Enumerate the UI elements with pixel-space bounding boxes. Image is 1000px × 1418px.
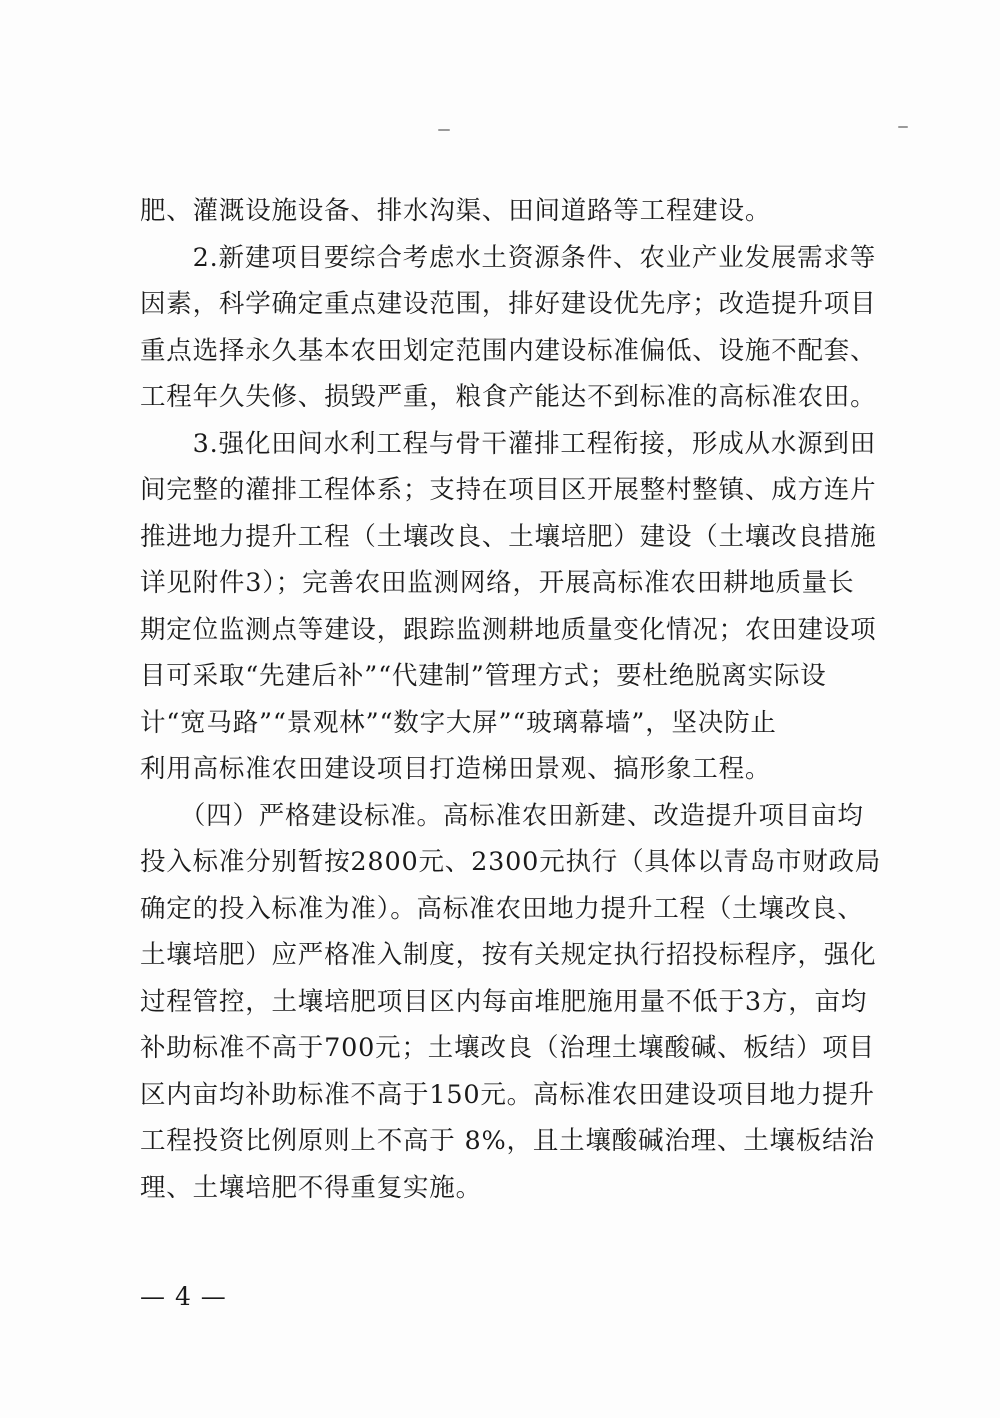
scan-speck bbox=[898, 126, 908, 128]
text-line: 3.强化田间水利工程与骨干灌排工程衔接，形成从水源到田 bbox=[140, 428, 877, 459]
text-line: 工程年久失修、损毁严重，粮食产能达不到标准的高标准农田。 bbox=[140, 382, 877, 412]
text-line: 目可采取“先建后补”“代建制”管理方式；要杜绝脱离实际设 bbox=[140, 661, 827, 691]
text-line: 区内亩均补助标准不高于150元。高标准农田建设项目地力提升 bbox=[140, 1079, 875, 1110]
text-line: 过程管控，土壤培肥项目区内每亩堆肥施用量不低于3方，亩均 bbox=[140, 986, 868, 1017]
text-line: 计“宽马路”“景观林”“数字大屏”“玻璃幕墙”，坚决防止 bbox=[140, 707, 777, 738]
text-line: 推进地力提升工程（土壤改良、土壤培肥）建设（土壤改良措施 bbox=[140, 521, 877, 552]
text-line: （四）严格建设标准。高标准农田新建、改造提升项目亩均 bbox=[140, 800, 864, 831]
text-line: 确定的投入标准为准）。高标准农田地力提升工程（土壤改良、 bbox=[140, 893, 864, 924]
document-body bbox=[140, 188, 880, 1211]
text-line: 间完整的灌排工程体系；支持在项目区开展整村整镇、成方连片 bbox=[140, 475, 877, 505]
text-line: 重点选择永久基本农田划定范围内建设标准偏低、设施不配套、 bbox=[140, 335, 877, 366]
scan-speck bbox=[438, 129, 450, 131]
text-line: 投入标准分别暂按2800元、2300元执行（具体以青岛市财政局 bbox=[140, 847, 882, 877]
text-line: 2.新建项目要综合考虑水土资源条件、农业产业发展需求等 bbox=[140, 242, 877, 273]
text-line: 肥、灌溉设施设备、排水沟渠、田间道路等工程建设。 bbox=[140, 196, 772, 226]
text-line: 理、土壤培肥不得重复实施。 bbox=[140, 1172, 482, 1203]
text-line: 补助标准不高于700元；土壤改良（治理土壤酸碱、板结）项目 bbox=[140, 1033, 875, 1063]
text-line: 利用高标准农田建设项目打造梯田景观、搞形象工程。 bbox=[140, 754, 772, 784]
text-line: 工程投资比例原则上不高于 8%，且土壤酸碱治理、土壤板结治 bbox=[140, 1126, 875, 1156]
page-number: — 4 — bbox=[140, 1282, 227, 1311]
text-line: 期定位监测点等建设，跟踪监测耕地质量变化情况；农田建设项 bbox=[140, 614, 877, 645]
text-line: 因素，科学确定重点建设范围，排好建设优先序；改造提升项目 bbox=[140, 289, 877, 319]
text-line: 土壤培肥）应严格准入制度，按有关规定执行招投标程序，强化 bbox=[140, 940, 877, 970]
text-line: 详见附件3）；完善农田监测网络，开展高标准农田耕地质量长 bbox=[140, 568, 855, 598]
